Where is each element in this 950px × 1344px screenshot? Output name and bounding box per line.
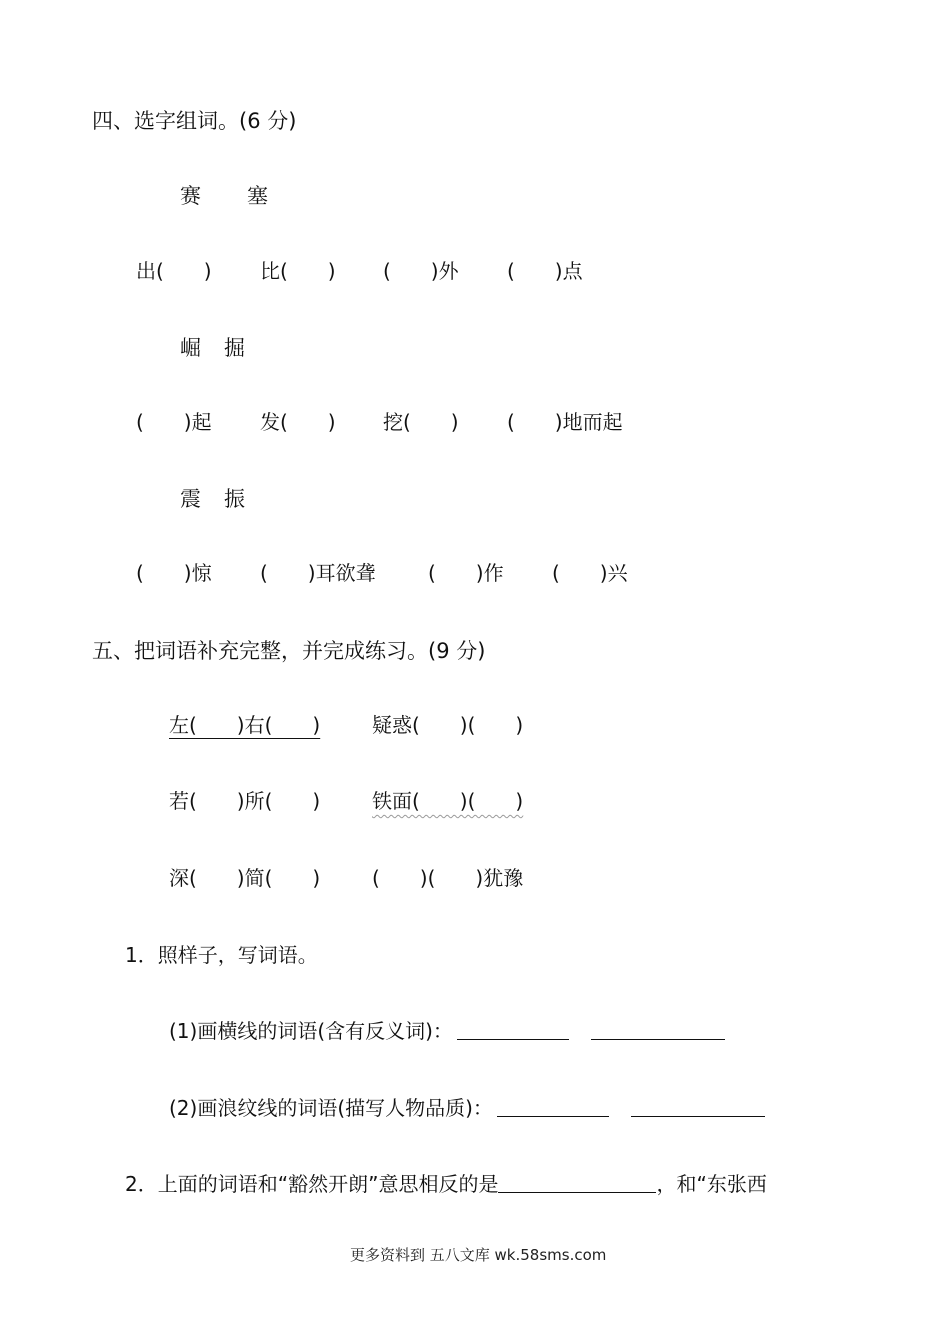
question-2-text-a: 2．上面的词语和“豁然开朗”意思相反的是 [125, 1172, 499, 1196]
char-option: 振 [224, 487, 245, 511]
blank-item: ( )地而起 [507, 410, 623, 434]
blank-item: ( )作 [428, 561, 504, 585]
blank-item: ( )起 [136, 410, 212, 434]
blank-item: ( )点 [507, 259, 583, 283]
char-option: 塞 [247, 184, 268, 208]
footer-text: 更多资料到 五八文库 wk.58sms.com [350, 1246, 607, 1264]
word-item: ( )( )犹豫 [372, 866, 524, 890]
char-option: 掘 [224, 336, 245, 360]
sub-1-text: (1)画横线的词语(含有反义词)： [169, 1019, 453, 1043]
question-2-text-b: ，和“东张西 [656, 1172, 767, 1196]
word-item: 若( )所( ) [169, 789, 321, 813]
answer-blank[interactable] [497, 1115, 609, 1117]
word-item: 深( )简( ) [169, 866, 321, 890]
blank-item: 出( ) [136, 259, 212, 283]
answer-blank[interactable] [498, 1191, 656, 1193]
question-1-sub-1 [169, 1021, 725, 1041]
char-option: 崛 [180, 336, 201, 360]
sub-2-text: (2)画浪纹线的词语(描写人物品质)： [169, 1096, 493, 1120]
blank-item: 发( ) [260, 410, 336, 434]
question-1-sub-2 [169, 1098, 765, 1118]
question-1-label: 1．照样子，写词语。 [125, 943, 318, 967]
blank-item: 比( ) [260, 259, 336, 283]
answer-blank[interactable] [591, 1038, 725, 1040]
blank-item: ( )惊 [136, 561, 212, 585]
blank-item: ( )外 [383, 259, 459, 283]
char-option: 震 [180, 487, 201, 511]
underlined-word: 左( )右( ) [169, 713, 321, 737]
question-2 [125, 1174, 767, 1194]
blank-item: ( )兴 [552, 561, 628, 585]
section-5-heading: 五、把词语补充完整，并完成练习。(9 分) [92, 639, 486, 663]
answer-blank[interactable] [631, 1115, 765, 1117]
blank-item: 挖( ) [383, 410, 459, 434]
answer-blank[interactable] [457, 1038, 569, 1040]
section-4-heading: 四、选字组词。(6 分) [92, 109, 297, 133]
word-item: 疑惑( )( ) [372, 713, 524, 737]
wavy-underlined-word: 铁面( )( ) [372, 789, 524, 813]
char-option: 赛 [180, 184, 201, 208]
blank-item: ( )耳欲聋 [260, 561, 376, 585]
